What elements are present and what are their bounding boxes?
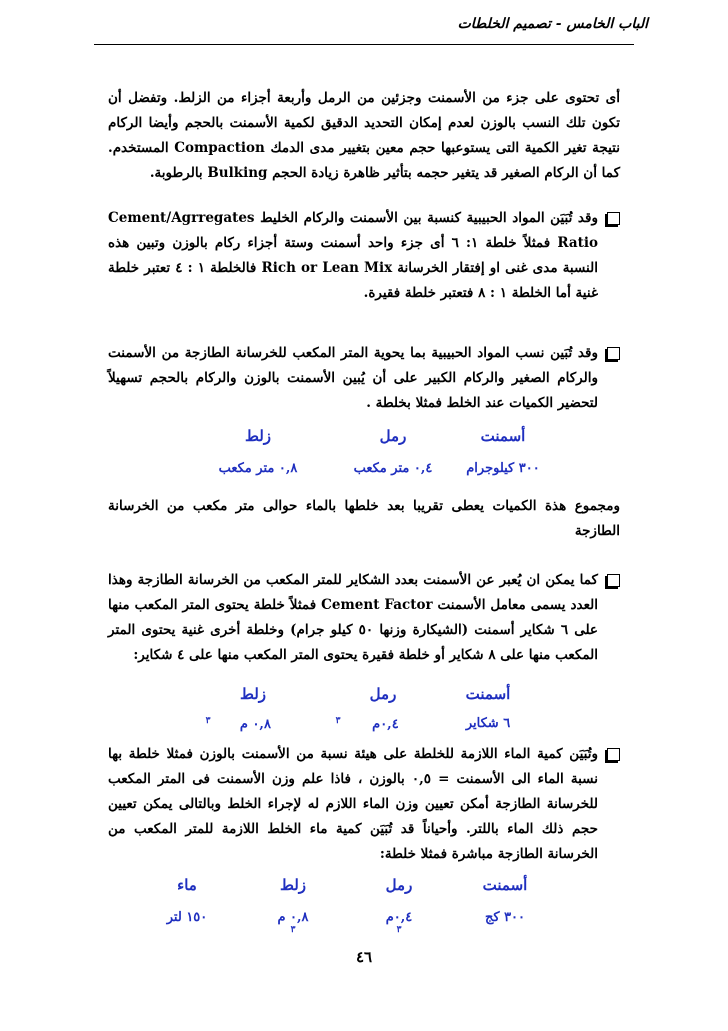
intro-paragraph: أى تحتوى على جزء من الأسمنت وجزئين من الرمل وأربعة أجزاء من الزلط. وتفضل أن تكون تلك النسب بالوزن لعدم إمكان التحديد الدقيق لكمية الأسمنت بالحجم وأيضا الركام نتيجة تغير الكمية التى يستوعبها حجم معين بتغيير مدى الدمك Compaction المستخدم. كما أن الركام الصغير قد يتغير حجمه بتأثير ظاهرة زيادة الحجم Bulking بالرطوبة.	[108, 90, 620, 181]
mix2-value-row	[183, 716, 533, 732]
bullet-text: وتُبَيَن كمية الماء اللازمة للخلطة على هيئة نسبة من الأسمنت بالوزن فمثلا خلطة بها نسبة الماء الى الأسمنت = ٠,٥ بالوزن ، فاذا علم وزن الأسمنت فى المتر المكعب للخرسانة الطازجة أمكن تعيين وزن الماء اللازم له لإجراء الخلط وبالتالى يمكن تعيين حجم ذلك الماء باللتر. وأحياناً قد تُبَيَن كمية ماء الخلط اللازمة للمتر المكعب من الخرسانة الطازجة مباشرة فمثلا خلطة:	[108, 746, 598, 862]
checkbox-bullet-icon	[607, 347, 620, 360]
mix-header-cement: أسمنت	[482, 876, 528, 894]
mix-header-water: ماء	[177, 876, 197, 894]
header-divider	[94, 44, 634, 45]
mix-header-gravel: زلط	[279, 876, 307, 894]
total-volume-paragraph: ومجموع هذة الكميات يعطى تقريبا بعد خلطها بالماء حوالى متر مكعب من الخرسانة الطازجة	[108, 498, 620, 539]
mix-header-cement: أسمنت	[465, 685, 511, 703]
mix-value-gravel: ٠,٨ متر مكعب	[218, 461, 298, 476]
mix-header-gravel: زلط	[244, 427, 272, 445]
mix3-value-row	[134, 910, 558, 941]
mix-value-sand: ٠,٤م$^٣$	[335, 716, 399, 733]
mix2-header-row	[183, 685, 533, 703]
bullet-cement-aggregates-ratio	[108, 206, 620, 306]
mix-header-gravel: زلط	[239, 685, 267, 703]
bullet-cubic-meter-quantities	[108, 341, 620, 416]
mix-header-sand: رمل	[369, 685, 397, 703]
mix-header-cement: أسمنت	[480, 427, 526, 445]
bullet-cement-factor	[108, 568, 620, 668]
chapter-header: الباب الخامس - تصميم الخلطات	[457, 16, 648, 32]
mix-value-cement: ٦ شكاير	[465, 716, 511, 731]
mix3-header-row	[134, 876, 558, 894]
mix-value-cement: ٣٠٠ كيلوجرام	[466, 461, 540, 476]
mix-value-gravel: ٠,٨ م$^٣$	[277, 910, 309, 935]
checkbox-bullet-icon	[607, 574, 620, 587]
page-number: ٤٦	[355, 948, 373, 966]
bullet-water-content	[108, 742, 620, 867]
mix-value-sand: ٠,٤م$^٣$	[385, 910, 413, 935]
mix-header-sand: رمل	[379, 427, 407, 445]
bullet-text: كما يمكن ان يُعبر عن الأسمنت بعدد الشكاير للمتر المكعب من الخرسانة الطازجة وهذا العدد يسمى معامل الأسمنت Cement Factor فمثلاً خلطة يحتوى المتر المكعب منها على ٦ شكاير أسمنت (الشيكارة وزنها ٥٠ كيلو جرام) وخلطة أخرى غنية يحتوى المتر المكعب منها على ٨ شكاير أو خلطة فقيرة يحتوى المتر المكعب منها على ٤ شكاير:	[108, 572, 599, 663]
mix-value-sand: ٠,٤ متر مكعب	[353, 461, 433, 476]
bullet-text: وقد تُبَين نسب المواد الحبيبية بما يحوية المتر المكعب للخرسانة الطازجة من الأسمنت والركام الصغير والركام الكبير على أن يُبين الأسمنت بالوزن والركام بالحجم تسهيلاً لتحضير الكميات عند الخلط فمثلا بخلطة .	[108, 345, 598, 411]
mix-value-water: ١٥٠ لتر	[166, 910, 208, 925]
checkbox-bullet-icon	[607, 748, 620, 761]
mix-value-cement: ٣٠٠ كج	[484, 910, 526, 925]
checkbox-bullet-icon	[607, 212, 620, 225]
bullet-text: وقد تُبَيَن المواد الحبيبية كنسبة بين الأسمنت والركام الخليط Cement/Agrregates Ratio فمثلاً خلطة ١: ٦ أى جزء واحد أسمنت وستة أجزاء ركام بالوزن وتبين هذه النسبة مدى غنى او إفتقار الخرسانة Rich or Lean Mix فالخلطة ١ : ٤ تعتبر خلطة غنية أما الخلطة ١ : ٨ فتعتبر خلطة فقيرة.	[108, 210, 598, 301]
mix1-value-row	[183, 461, 553, 476]
mix-header-sand: رمل	[385, 876, 413, 894]
mix-value-gravel: ٠,٨ م$^٣$	[205, 716, 271, 733]
mix1-header-row	[183, 427, 553, 445]
